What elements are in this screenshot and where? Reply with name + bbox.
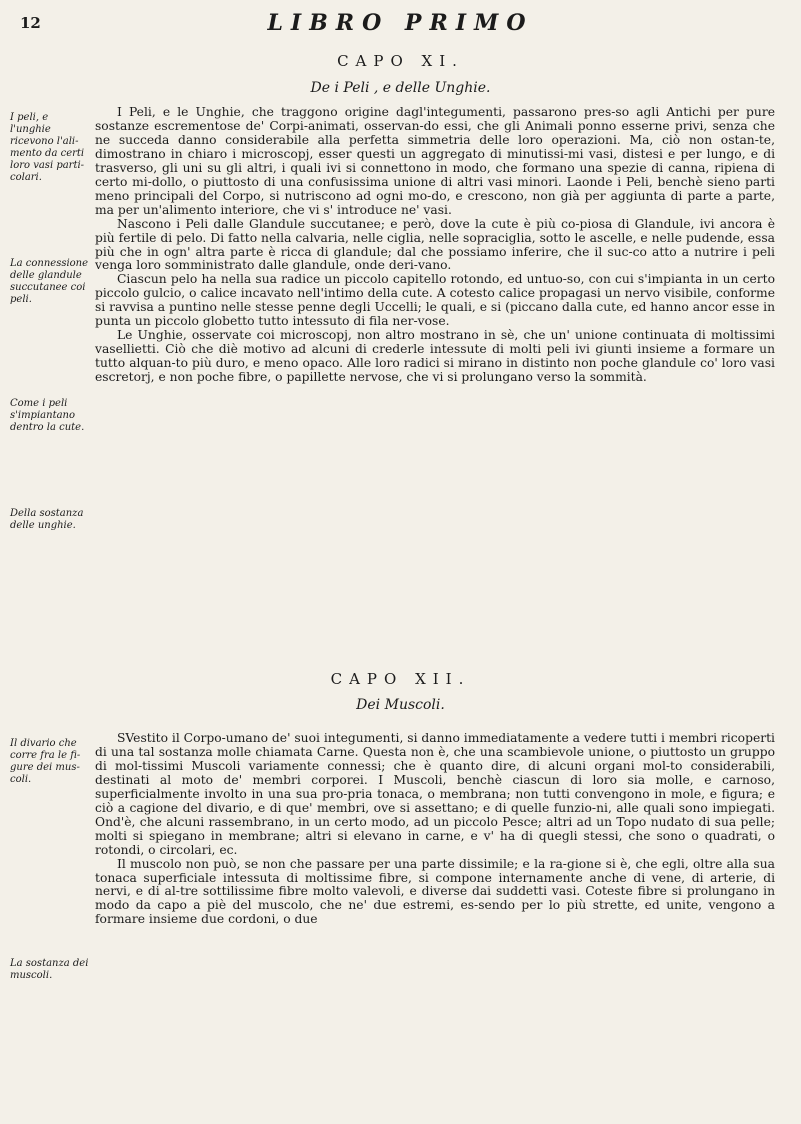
paragraph: SVestito il Corpo-umano de' suoi integumenti, si danno immediatamente a vedere tutti i membri ricoperti di una tal sostanza molle chiamata Carne. Questa non è, che una scambievole unione, o piuttosto un gruppo di mol-tissimi Muscoli variamente connessi; che è quanto dire, di alcuni organi mol-to considerabili, destinati al moto de' membri corporei. I Muscoli, benchè ciascun di loro sia molle, e carnoso, superficialmente involto in una sua pro-pria tonaca, o membrana; non tutti convengono in mole, e figura; e ciò a cagione del divario, e di que' membri, ove si assettano; e di quelle funzio-ni, alle quali sono impiegati. Ond'è, che alcuni rassembrano, in un certo modo, ad un piccolo Pesce; altri ad un Topo nudato di sua pelle; molti si spiegano in membrane; altri si elevano in carne, e v' ha di quegli stessi, che sono o quadrati, o rotondi, o circolari, ec. (95, 731, 775, 857)
margin-note: Il divario che corre fra le fi-gure dei mus-coli. (10, 738, 81, 785)
paragraph: Nascono i Peli dalle Glandule succutanee; e però, dove la cute è più co-piosa di Glandule, ivi ancora è più fertile di pelo. Di fatto nella calvaria, nelle ciglia, nelle sopraciglia, sotto le ascelle, e nelle pudende, essa più che in ogn' altra parte è ricca di glandule; dal che possiamo inferire, che il suc-co atto a nutrire i peli venga loro somministrato dalle glandule, onde deri-vano. (95, 216, 775, 273)
paragraph: Le Unghie, osservate coi microscopj, non altro mostrano in sè, che un' unione continuata di moltissimi vasellietti. Ciò che diè motivo ad alcuni di crederle intessute di molti peli ivi giunti insieme a formare un tutto alquan-to più duro, e meno opaco. Alle loro radici si mirano in distinto non poche glandule co' loro vasi escretorj, e non poche fibre, o papillette nervose, che vi si prolungano verso la sommità. (95, 328, 775, 385)
paragraph: Il muscolo non può, se non che passare per una parte dissimile; e la ra-gione si è, che egli, oltre alla sua tonaca superficiale intessuta di moltissime fibre, si compone internamente anche di vene, di arterie, di nervi, e di al-tre sottilissime fibre molto valevoli, e diverse dai suddetti vasi. Coteste fibre si prolungano in modo da capo a piè del muscolo, che ne' due estremi, es-sendo per lo più strette, ed unite, vengono a formare insieme due cordoni, o due (95, 856, 775, 927)
chapter-12-heading: CAPO XII. (330, 670, 471, 688)
margin-note: La connessione delle glandule succutanee coi peli. (10, 258, 89, 305)
chapter-11-body (95, 106, 775, 385)
chapter-11-heading: CAPO XI. (337, 52, 464, 70)
chapter-12-subtitle: Dei Muscoli. (356, 697, 445, 713)
page-number: 12 (20, 14, 41, 32)
paragraph: Ciascun pelo ha nella sua radice un piccolo capitello rotondo, ed untuo-so, con cui s'impianta in un certo piccolo gulcio, o calice incavato nell'intimo della cute. A cotesto calice propagasi un nervo visibile, conforme si ravvisa a puntino nelle stesse penne degli Uccelli; le quali, e si (piccano dalla cute, ed hanno ancor esse in punta un piccolo globetto tutto intessuto di fila ner-vose. (95, 272, 775, 329)
chapter-11-subtitle: De i Peli , e delle Unghie. (310, 80, 491, 96)
margin-note: I peli, e l'unghie ricevono l'ali-mento da certi loro vasi parti-colari. (10, 112, 85, 183)
margin-note: Come i peli s'impiantano dentro la cute. (10, 398, 85, 433)
paragraph: I Peli, e le Unghie, che traggono origine dagl'integumenti, passarono pres-so agli Antichi per pure sostanze escrementose de' Corpi-animati, osservan-do essi, che gli Animali ponno esserne privi, senza che ne succeda danno considerabile alla perfetta simmetria delle loro operazioni. Ma, ciò non ostan-te, dimostrano in chiaro i microscopj, esser questi un aggregato di minutissi-mi vasi, distesi e per lungo, e di trasverso, gli uni su gli altri, i quali ivi si connettono in modo, che formano una spezie di canna, ripiena di certo mi-dollo, o piuttosto di una confusissima unione di altri vasi minori. Laonde i Peli, benchè sieno parti meno principali del Corpo, si nutriscono ad ogni mo-do, e crescono, non già per aggiunta di parte a parte, ma per un'alimento interiore, che vi s' introduce ne' vasi. (95, 105, 775, 217)
running-head: LIBRO PRIMO (267, 10, 534, 36)
margin-note: Della sostanza delle unghie. (10, 508, 84, 531)
margin-note: La sostanza dei muscoli. (10, 958, 89, 981)
chapter-12-body (95, 732, 775, 927)
